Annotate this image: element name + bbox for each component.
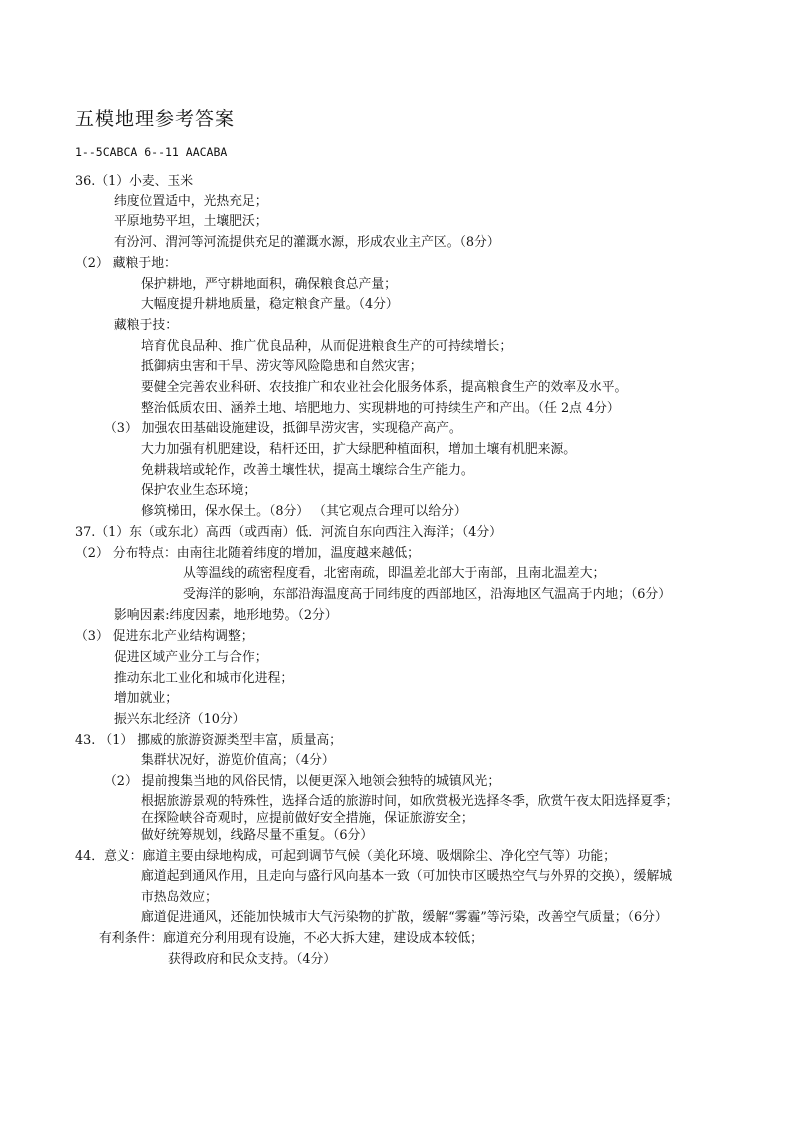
q43-line-2: 集群状况好，游览价值高；（4分）: [141, 753, 335, 768]
q37-line-8: 推动东北工业化和城市化进程；: [114, 671, 294, 686]
q44-line-5: 有利条件：廊道充分利用现有设施，不必大拆大建，建设成本较低；: [99, 931, 483, 946]
q36-line-1: 36.（1）小麦、玉米: [75, 174, 194, 189]
q37-line-10: 振兴东北经济（10分）: [114, 712, 246, 727]
q43-line-4: 根据旅游景观的特殊性，选择合适的旅游时间，如欣赏极光选择冬季，欣赏午夜太阳选择夏季；: [141, 794, 679, 809]
q36-line-8: 藏粮于技：: [114, 318, 178, 333]
q36-line-5: （2） 藏粮于地：: [75, 256, 177, 271]
q43-line-5: 在探险峡谷奇观时，应提前做好安全措施，保证旅游安全；: [141, 811, 474, 826]
q43-line-1: 43. （1） 挪威的旅游资源类型丰富，质量高；: [75, 733, 342, 748]
q36-line-11: 要健全完善农业科研、农技推广和农业社会化服务体系，提高粮食生产的效率及水平。: [141, 380, 628, 395]
q36-line-15: 免耕栽培或轮作，改善土壤性状，提高土壤综合生产能力。: [141, 463, 474, 478]
q36-line-12: 整治低质农田、涵养土地、培肥地力、实现耕地的可持续生产和产出。（任 2点 4分）: [141, 401, 620, 416]
q44-line-2: 廊道起到通风作用，且走向与盛行风向基本一致（可加快市区暖热空气与外界的交换），缓解城: [141, 869, 673, 884]
q44-line-6: 获得政府和民众支持。（4分）: [168, 952, 337, 967]
page-title: 五模地理参考答案: [75, 108, 236, 130]
q43-line-6: 做好统筹规划，线路尽量不重复。（6分）: [141, 828, 374, 843]
q36-line-10: 抵御病虫害和干旱、涝灾等风险隐患和自然灾害；: [141, 359, 423, 374]
q37-line-3: 从等温线的疏密程度看，北密南疏，即温差北部大于南部，且南北温差大；: [183, 566, 606, 581]
q36-line-4: 有汾河、渭河等河流提供充足的灌溉水源，形成农业主产区。（8分）: [114, 235, 500, 250]
q36-line-3: 平原地势平坦，土壤肥沃；: [114, 214, 268, 229]
q36-line-2: 纬度位置适中，光热充足；: [114, 194, 268, 209]
q36-line-14: 大力加强有机肥建设，秸杆还田，扩大绿肥种植面积，增加土壤有机肥来源。: [141, 442, 577, 457]
q36-line-17: 修筑梯田，保水保土。（8分） （其它观点合理可以给分）: [141, 504, 467, 519]
mc-answers: 1--5CABCA 6--11 AACABA: [75, 145, 228, 159]
q37-line-4: 受海洋的影响，东部沿海温度高于同纬度的西部地区，沿海地区气温高于内地；（6分）: [183, 587, 672, 602]
q44-line-1: 44．意义：廊道主要由绿地构成，可起到调节气候（美化环境、吸烟除尘、净化空气等）功能；: [75, 849, 616, 864]
q36-line-6: 保护耕地，严守耕地面积，确保粮食总产量；: [141, 277, 397, 292]
q36-line-16: 保护农业生态环境；: [141, 483, 257, 498]
q37-line-6: （3） 促进东北产业结构调整；: [75, 629, 254, 644]
q36-line-9: 培育优良品种、推广优良品种，从而促进粮食生产的可持续增长；: [141, 339, 513, 354]
q37-line-5: 影响因素:纬度因素，地形地势。（2分）: [114, 608, 338, 623]
q37-line-2: （2） 分布特点：由南往北随着纬度的增加，温度越来越低；: [75, 546, 420, 561]
q36-line-13: （3） 加强农田基础设施建设，抵御旱涝灾害，实现稳产高产。: [104, 421, 462, 436]
q44-line-4: 廊道促进通风，还能加快城市大气污染物的扩散，缓解“雾霾”等污染，改善空气质量；（6分）: [141, 910, 668, 925]
q44-line-3: 市热岛效应；: [141, 890, 218, 905]
q37-line-7: 促进区域产业分工与合作；: [114, 650, 268, 665]
q37-line-1: 37.（1）东（或东北）高西（或西南）低．河流自东向西注入海洋；（4分）: [75, 525, 502, 540]
q37-line-9: 增加就业；: [114, 691, 178, 706]
q36-line-7: 大幅度提升耕地质量，稳定粮食产量。（4分）: [141, 297, 399, 312]
q43-line-3: （2） 提前搜集当地的风俗民情，以便更深入地领会独特的城镇风光；: [104, 774, 501, 789]
